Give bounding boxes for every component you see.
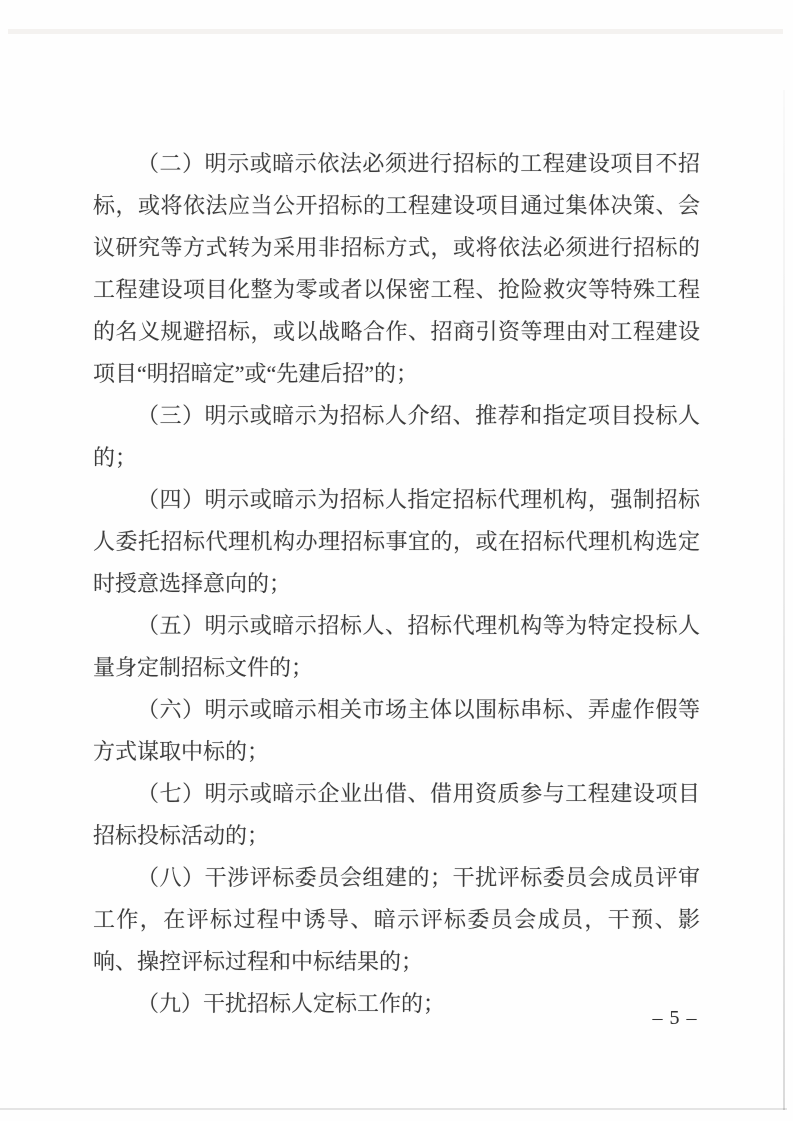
clause-item-6: （六）明示或暗示相关市场主体以围标串标、弄虚作假等方式谋取中标的； bbox=[93, 697, 700, 764]
scan-artifact-top-band bbox=[8, 29, 783, 34]
clause-item-3: （三）明示或暗示为招标人介绍、推荐和指定项目投标人的； bbox=[93, 403, 700, 470]
scan-page-edge-right bbox=[783, 90, 785, 1110]
clause-item-5: （五）明示或暗示招标人、招标代理机构等为特定投标人量身定制招标文件的； bbox=[93, 613, 700, 680]
clause-item-4: （四）明示或暗示为招标人指定招标代理机构，强制招标人委托招标代理机构办理招标事宜的，或在招标代理机构选定时授意选择意向的； bbox=[93, 487, 700, 596]
clause-item-7: （七）明示或暗示企业出借、借用资质参与工程建设项目招标投标活动的； bbox=[93, 781, 700, 848]
page-number: – 5 – bbox=[652, 1007, 698, 1029]
document-body bbox=[93, 143, 700, 1025]
clause-item-9: （九）干扰招标人定标工作的； bbox=[137, 991, 446, 1016]
scan-page-edge-bottom bbox=[0, 1108, 787, 1110]
clause-item-2: （二）明示或暗示依法必须进行招标的工程建设项目不招标，或将依法应当公开招标的工程建设项目通过集体决策、会议研究等方式转为采用非招标方式，或将依法必须进行招标的工程建设项目化整为零或者以保密工程、抢险救灾等特殊工程的名义规避招标，或以战略合作、招商引资等理由对工程建设项目“明招暗定”或“先建后招”的； bbox=[93, 151, 700, 386]
clause-item-8: （八）干涉评标委员会组建的；干扰评标委员会成员评审工作，在评标过程中诱导、暗示评标委员会成员，干预、影响、操控评标过程和中标结果的； bbox=[93, 865, 700, 974]
